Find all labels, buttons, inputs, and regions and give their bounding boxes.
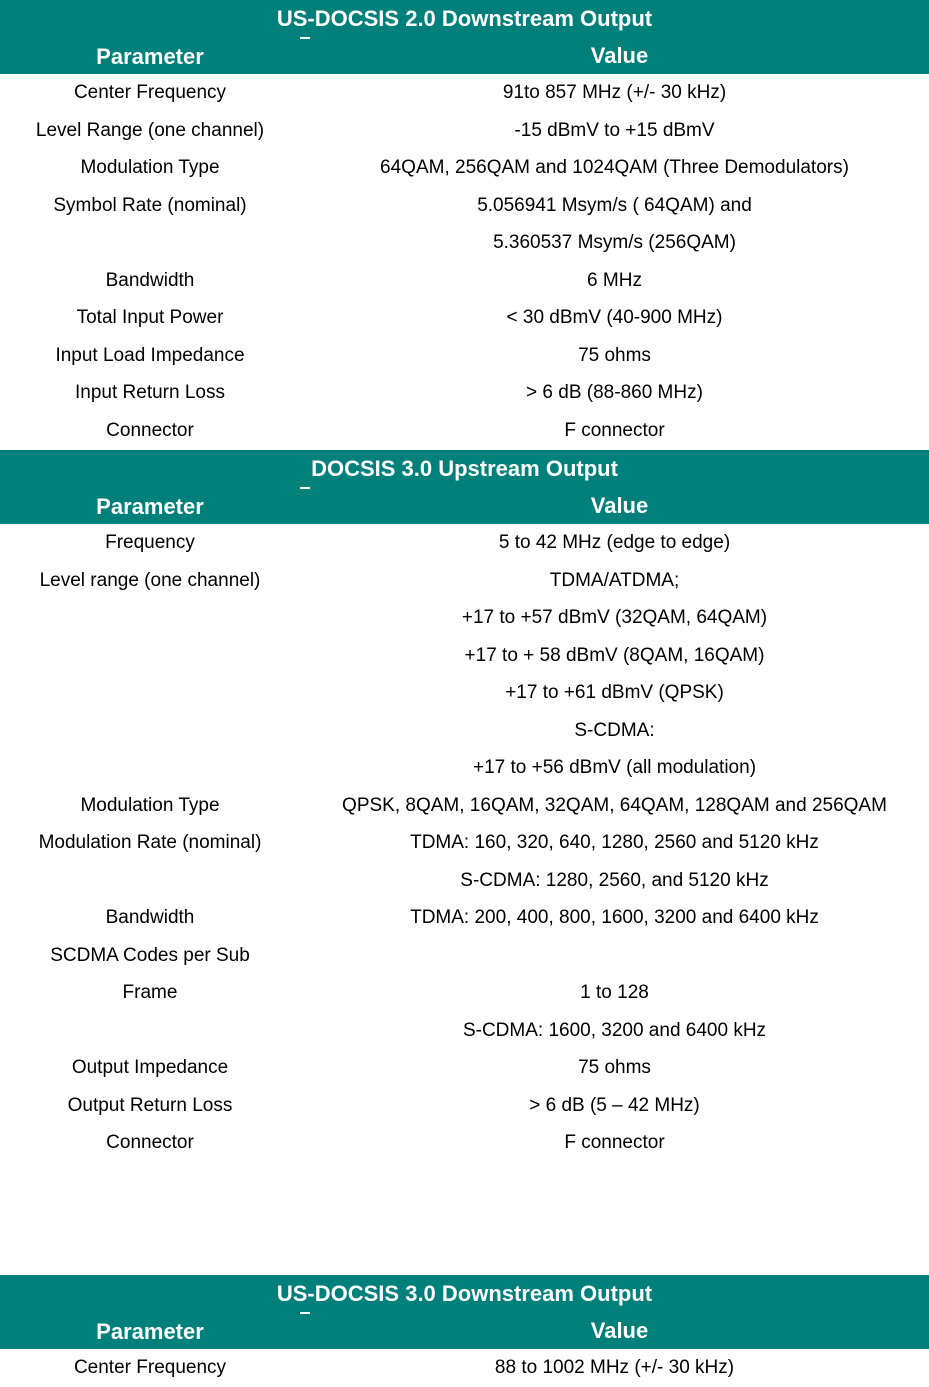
parameter-cell: Bandwidth xyxy=(105,269,195,291)
table-row xyxy=(0,749,929,787)
parameter-column-header: Parameter xyxy=(0,37,300,74)
parameter-cell: Bandwidth xyxy=(105,907,195,928)
parameter-cell: Center Frequency xyxy=(73,1357,227,1378)
table-row xyxy=(0,1349,929,1387)
parameter-cell xyxy=(0,1012,300,1050)
table-row xyxy=(0,937,929,975)
table-row xyxy=(0,187,929,225)
parameter-cell: Connector xyxy=(106,419,194,441)
table-row xyxy=(0,412,929,450)
table-row xyxy=(0,787,929,825)
value-cell: TDMA: 200, 400, 800, 1600, 3200 and 6400 kHz xyxy=(410,907,819,928)
value-cell: QPSK, 8QAM, 16QAM, 32QAM, 64QAM, 128QAM and 256QAM xyxy=(342,794,887,816)
parameter-cell: Input Load Impedance xyxy=(55,344,245,366)
table-header-row xyxy=(0,37,929,74)
value-cell: S-CDMA: 1600, 3200 and 6400 kHz xyxy=(462,1019,767,1041)
value-cell: > 6 dB (5 – 42 MHz) xyxy=(529,1094,700,1116)
value-column-header: Value xyxy=(590,43,649,68)
header-divider xyxy=(300,1312,310,1349)
value-cell: TDMA/ATDMA; xyxy=(549,569,680,591)
value-cell: < 30 dBmV (40-900 MHz) xyxy=(506,307,723,328)
table-row xyxy=(0,374,929,412)
value-column-header: Value xyxy=(590,493,649,518)
table-row xyxy=(0,1049,929,1087)
value-cell: 75 ohms xyxy=(578,1057,651,1078)
value-cell: 64QAM, 256QAM and 1024QAM (Three Demodulators) xyxy=(380,157,849,178)
parameter-cell xyxy=(0,674,300,712)
table-row xyxy=(0,637,929,675)
table-body xyxy=(0,74,929,449)
value-cell: 5 to 42 MHz (edge to edge) xyxy=(498,532,731,553)
table-row xyxy=(0,562,929,600)
value-cell: > 6 dB (88-860 MHz) xyxy=(526,382,703,403)
value-cell: 91to 857 MHz (+/- 30 kHz) xyxy=(502,82,727,103)
parameter-cell: Level range (one channel) xyxy=(39,569,261,591)
header-divider xyxy=(300,37,310,74)
value-cell: +17 to +57 dBmV (32QAM, 64QAM) xyxy=(461,607,768,628)
parameter-cell: Total Input Power xyxy=(76,307,224,328)
parameter-cell: Symbol Rate (nominal) xyxy=(53,194,247,216)
table-row xyxy=(0,862,929,900)
value-cell: F connector xyxy=(564,419,665,441)
parameter-cell xyxy=(0,599,300,637)
parameter-cell xyxy=(0,862,300,900)
table-title: DOCSIS 3.0 Upstream Output xyxy=(0,450,929,487)
table-row xyxy=(0,899,929,937)
table-row xyxy=(0,149,929,187)
value-cell: +17 to +56 dBmV (all modulation) xyxy=(472,757,757,778)
value-cell: 5.056941 Msym/s ( 64QAM) and xyxy=(477,194,752,216)
parameter-cell: Output Return Loss xyxy=(67,1094,233,1116)
table-row xyxy=(0,299,929,337)
value-cell xyxy=(300,937,929,975)
parameter-cell: Modulation Rate (nominal) xyxy=(38,832,262,853)
parameter-cell: Connector xyxy=(106,1132,194,1153)
parameter-cell: Frame xyxy=(122,982,178,1003)
table-row xyxy=(0,1087,929,1125)
parameter-cell: Modulation Type xyxy=(80,157,220,178)
parameter-cell: Output Impedance xyxy=(71,1057,229,1078)
value-cell: +17 to +61 dBmV (QPSK) xyxy=(505,682,724,703)
value-cell: TDMA: 160, 320, 640, 1280, 2560 and 5120 kHz xyxy=(410,832,819,853)
value-cell: S-CDMA: 1280, 2560, and 5120 kHz xyxy=(460,869,769,891)
table-row xyxy=(0,524,929,562)
downstream-3-0-table xyxy=(0,1275,929,1387)
table-row xyxy=(0,224,929,262)
table-row xyxy=(0,599,929,637)
value-cell: 88 to 1002 MHz (+/- 30 kHz) xyxy=(494,1357,735,1378)
table-row xyxy=(0,262,929,300)
parameter-cell: Center Frequency xyxy=(73,82,227,103)
value-cell: 5.360537 Msym/s (256QAM) xyxy=(493,232,736,253)
table-row xyxy=(0,1124,929,1162)
parameter-cell: Input Return Loss xyxy=(75,382,225,403)
table-header-row xyxy=(0,487,929,524)
parameter-cell xyxy=(0,712,300,750)
value-cell: -15 dBmV to +15 dBmV xyxy=(514,119,715,141)
table-title: US-DOCSIS 2.0 Downstream Output xyxy=(0,0,929,37)
upstream-3-0-table xyxy=(0,450,929,1162)
table-row xyxy=(0,112,929,150)
table-header-row xyxy=(0,1312,929,1349)
table-row xyxy=(0,824,929,862)
value-cell: 1 to 128 xyxy=(580,982,649,1003)
table-title: US-DOCSIS 3.0 Downstream Output xyxy=(0,1275,929,1312)
table-row xyxy=(0,712,929,750)
parameter-cell xyxy=(0,224,300,262)
table-row xyxy=(0,337,929,375)
header-divider xyxy=(300,487,310,524)
value-cell: 75 ohms xyxy=(578,344,651,366)
parameter-column-header: Parameter xyxy=(0,487,300,524)
downstream-2-0-table xyxy=(0,0,929,449)
parameter-cell: Level Range (one channel) xyxy=(35,119,265,141)
parameter-column-header: Parameter xyxy=(0,1312,300,1349)
table-row xyxy=(0,674,929,712)
parameter-cell xyxy=(0,637,300,675)
value-cell: S-CDMA: xyxy=(574,719,655,741)
value-cell: 6 MHz xyxy=(587,269,642,291)
parameter-cell: SCDMA Codes per Sub xyxy=(50,944,250,966)
value-cell: +17 to + 58 dBmV (8QAM, 16QAM) xyxy=(464,644,765,666)
parameter-cell: Frequency xyxy=(105,532,195,553)
table-row xyxy=(0,74,929,112)
value-column-header: Value xyxy=(590,1318,649,1343)
parameter-cell xyxy=(0,749,300,787)
table-body xyxy=(0,1349,929,1387)
table-row xyxy=(0,1012,929,1050)
value-cell: F connector xyxy=(564,1132,665,1153)
table-row xyxy=(0,974,929,1012)
table-body xyxy=(0,524,929,1162)
parameter-cell: Modulation Type xyxy=(80,794,220,816)
